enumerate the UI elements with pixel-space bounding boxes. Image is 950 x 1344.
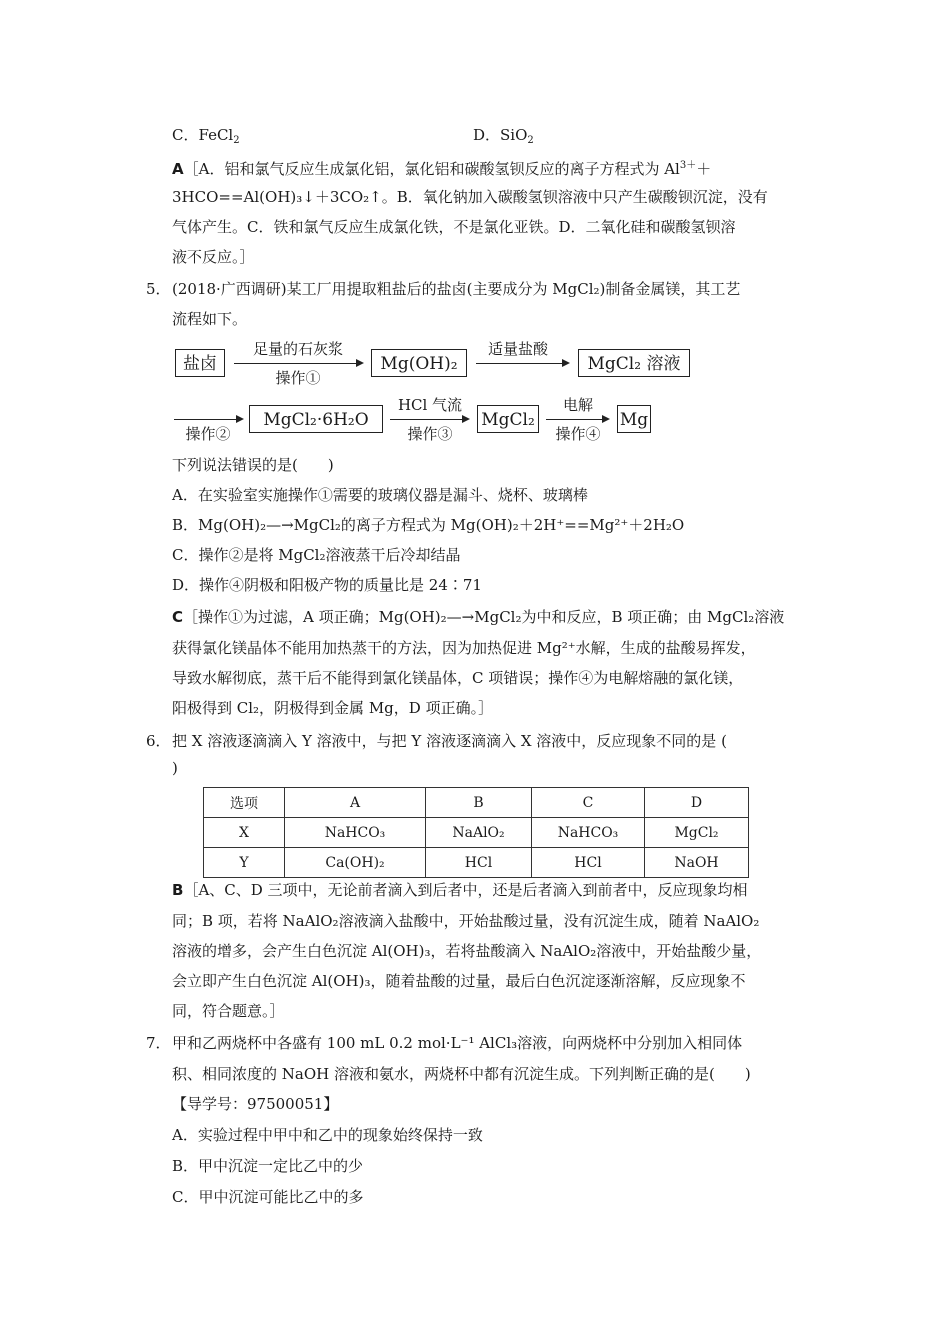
flow-arrow-2-top-label: 适量盐酸 <box>487 340 548 358</box>
flow-box-mgcl2: MgCl₂ <box>477 405 539 433</box>
table-row <box>204 818 749 848</box>
table-cell: NaOH <box>645 848 749 878</box>
q7-number: 7． <box>146 1034 171 1052</box>
table-cell: MgCl₂ <box>645 818 749 848</box>
q4-option-c <box>172 124 240 152</box>
flow-arrow-5-top-label: 电解 <box>562 396 593 414</box>
flow-box-mgcl2-solution: MgCl₂ 溶液 <box>578 349 690 377</box>
answer-text: ＋ <box>696 160 712 178</box>
answer-text: ［操作①为过滤，A 项正确；Mg(OH)₂—→MgCl₂为中和反应，B 项正确；由 MgCl₂溶液 <box>183 608 785 626</box>
q5-option-d: D．操作④阴极和阳极产物的质量比是 24∶71 <box>172 576 482 594</box>
table-header-row <box>204 788 749 818</box>
flow-arrow-1-bottom-label: 操作① <box>275 369 321 387</box>
flow-arrow-2 <box>476 363 568 364</box>
q6-stem-line-2: ) <box>172 759 178 777</box>
table-cell: HCl <box>426 848 532 878</box>
table-header-cell: 选项 <box>204 788 285 818</box>
flow-arrow-3 <box>174 419 242 420</box>
q5-stem-line-2: 流程如下。 <box>172 310 248 328</box>
q6-answer-line-2: 同；B 项，若将 NaAlO₂溶液滴入盐酸中，开始盐酸过量，没有沉淀生成，随着 NaAlO₂ <box>172 912 760 930</box>
table-header-cell: D <box>645 788 749 818</box>
q6-number: 6． <box>146 732 171 750</box>
q4-answer-line-1 <box>172 155 711 180</box>
q7-stem-line-2: 积、相同浓度的 NaOH 溶液和氨水，两烧杯中都有沉淀生成。下列判断正确的是( ) <box>172 1065 751 1083</box>
q5-option-c: C．操作②是将 MgCl₂溶液蒸干后冷却结晶 <box>172 546 461 564</box>
flow-box-mgcl2-hydrate: MgCl₂·6H₂O <box>249 405 383 433</box>
q7-option-a: A．实验过程中甲中和乙中的现象始终保持一致 <box>172 1126 483 1144</box>
q5-option-a: A．在实验室实施操作①需要的玻璃仪器是漏斗、烧杯、玻璃棒 <box>172 486 588 504</box>
table-header-cell: B <box>426 788 532 818</box>
q5-answer-line-2: 获得氯化镁晶体不能用加热蒸干的方法，因为加热促进 Mg²⁺水解，生成的盐酸易挥发， <box>172 639 756 657</box>
flow-arrow-4-bottom-label: 操作③ <box>407 425 453 443</box>
flow-arrow-1-top-label: 足量的石灰浆 <box>252 340 343 358</box>
q6-stem-line-1: 把 X 溶液逐滴滴入 Y 溶液中，与把 Y 溶液逐滴滴入 X 溶液中，反应现象不同的是 ( <box>172 732 727 750</box>
q6-answer-line-1 <box>172 879 748 901</box>
option-text: SiO <box>500 126 528 144</box>
table-cell: Y <box>204 848 285 878</box>
table-header-cell: C <box>532 788 645 818</box>
q4-option-d <box>473 124 534 152</box>
table-cell: X <box>204 818 285 848</box>
q7-reference-number: 【导学号：97500051】 <box>172 1095 339 1113</box>
flow-box-mg: Mg <box>617 405 651 433</box>
flow-arrow-4-top-label: HCl 气流 <box>397 396 463 414</box>
flow-arrow-4 <box>390 419 468 420</box>
q4-answer-line-2: 3HCO==Al(OH)₃↓＋3CO₂↑。B．氧化钠加入碳酸氢钡溶液中只产生碳酸钡沉淀，没有 <box>172 188 768 206</box>
table-header-cell: A <box>285 788 426 818</box>
q4-answer-line-4: 液不反应。］ <box>172 248 255 266</box>
q5-stem-line-1: (2018·广西调研)某工厂用提取粗盐后的盐卤(主要成分为 MgCl₂)制备金属镁，其工艺 <box>172 280 741 298</box>
q6-answer-line-3: 溶液的增多，会产生白色沉淀 Al(OH)₃，若将盐酸滴入 NaAlO₂溶液中，开始盐酸少量， <box>172 942 762 960</box>
flow-box-mg-oh2: Mg(OH)₂ <box>371 349 467 377</box>
flow-arrow-3-bottom-label: 操作② <box>185 425 231 443</box>
flow-arrow-1 <box>234 363 362 364</box>
table-cell: NaAlO₂ <box>426 818 532 848</box>
flow-box-brine: 盐卤 <box>175 349 225 377</box>
table-cell: HCl <box>532 848 645 878</box>
answer-letter: A <box>172 160 184 178</box>
flow-arrow-5 <box>546 419 608 420</box>
q6-answer-line-4: 会立即产生白色沉淀 Al(OH)₃，随着盐酸的过量，最后白色沉淀逐渐溶解，反应现象不 <box>172 972 746 990</box>
superscript: 3＋ <box>679 160 697 171</box>
q6-answer-line-5: 同，符合题意。］ <box>172 1002 285 1020</box>
option-text: FeCl <box>198 126 234 144</box>
table-cell: NaHCO₃ <box>532 818 645 848</box>
flow-arrow-5-bottom-label: 操作④ <box>555 425 601 443</box>
q6-options-table <box>203 787 749 878</box>
q7-stem-line-1: 甲和乙两烧杯中各盛有 100 mL 0.2 mol·L⁻¹ AlCl₃溶液，向两烧杯中分别加入相同体 <box>172 1034 743 1052</box>
answer-letter: B <box>172 881 184 899</box>
q4-answer-line-3: 气体产生。C．铁和氯气反应生成氯化铁，不是氯化亚铁。D．二氧化硅和碳酸氢钡溶 <box>172 218 736 236</box>
answer-text: ［A．铝和氯气反应生成氯化铝，氯化铝和碳酸氢钡反应的离子方程式为 Al <box>183 160 680 178</box>
q5-answer-line-3: 导致水解彻底，蒸干后不能得到氯化镁晶体，C 项错误；操作④为电解熔融的氯化镁， <box>172 669 744 687</box>
answer-letter: C <box>172 608 184 626</box>
q5-option-b: B．Mg(OH)₂—→MgCl₂的离子方程式为 Mg(OH)₂＋2H⁺==Mg²⁺＋2H₂O <box>172 516 685 534</box>
subscript: 2 <box>233 135 240 146</box>
q5-answer-line-1 <box>172 606 784 628</box>
option-label: D． <box>473 126 501 144</box>
q5-answer-line-4: 阳极得到 Cl₂，阴极得到金属 Mg，D 项正确。］ <box>172 699 494 717</box>
subscript: 2 <box>527 135 534 146</box>
option-label: C． <box>172 126 199 144</box>
q5-question: 下列说法错误的是( ) <box>172 456 334 474</box>
q7-option-b: B．甲中沉淀一定比乙中的少 <box>172 1157 364 1175</box>
q5-number: 5． <box>146 280 171 298</box>
answer-text: ［A、C、D 三项中，无论前者滴入到后者中，还是后者滴入到前者中，反应现象均相 <box>183 881 748 899</box>
table-cell: NaHCO₃ <box>285 818 426 848</box>
table-cell: Ca(OH)₂ <box>285 848 426 878</box>
q7-option-c: C．甲中沉淀可能比乙中的多 <box>172 1188 364 1206</box>
table-row <box>204 848 749 878</box>
